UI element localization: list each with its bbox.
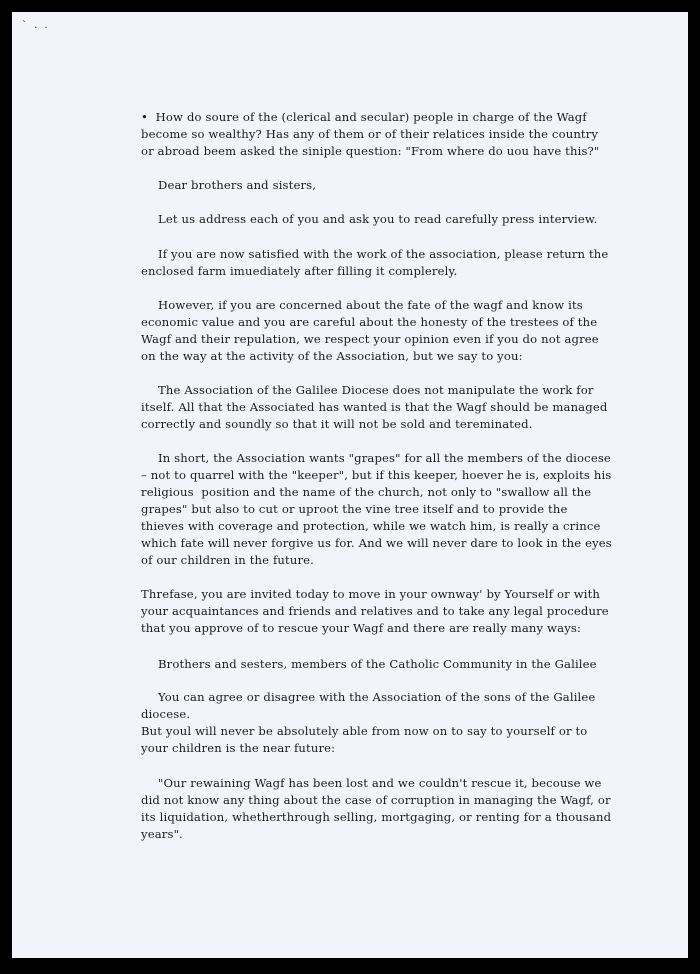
- corner-mark: ` . .: [22, 20, 50, 31]
- paragraph-greeting: Dear brothers and sisters,: [158, 178, 317, 192]
- paragraph-address: Let us address each of you and ask you to read carefully press interview.: [158, 212, 598, 226]
- paragraph-association: The Association of the Galilee Diocese does not manipulate the work for itself. All that the Associated has wanted is that the Wagf should be managed correctly and soundly so that it will not be sold and tereminated.: [141, 383, 612, 431]
- paragraph-grapes: In short, the Association wants "grapes" for all the members of the diocese – not to quarrel with the "keeper", but if this keeper, hoever he is, exploits his religious position and the name of the church, not only to "swallow all the grapes" but also to cut or uproot the vine tree itself and to provide the thieves with coverage and protection, while we watch him, is really a crince which fate will never forgive us for. And we will never dare to look in the eyes of our children in the future.: [141, 451, 616, 567]
- paragraph-agree: You can agree or disagree with the Association of the sons of the Galilee diocese.: [141, 690, 600, 721]
- paragraph-concerned: However, if you are concerned about the fate of the wagf and know its economic value and you are careful about the honesty of the trestees of the Wagf and their repulation, we respect your opinion even if you do not agree on the way at the activity of the Association, but we say to you:: [141, 298, 603, 363]
- paragraph-question: • How do soure of the (clerical and secular) people in charge of the Wagf become so wealthy? Has any of them or of their relatices inside the country or abroad beem asked the siniple question: "From where do uou have this?": [141, 110, 602, 158]
- paragraph-never: But youl will never be absolutely able from now on to say to yourself or to your children is the near future:: [141, 724, 592, 755]
- paragraph-quote: "Our rewaining Wagf has been lost and we couldn't rescue it, becouse we did not know any thing about the case of corruption in managing the Wagf, or its liquidation, whetherthrough selling, mortgaging, or renting for a thousand years".: [141, 776, 616, 841]
- paragraph-invitation: Threfase, you are invited today to move in your ownway' by Yourself or with your acquaintances and friends and relatives and to take any legal procedure that you approve of to rescue your Wagf and there are really many ways:: [141, 587, 613, 635]
- paper-sheet: [12, 12, 688, 958]
- letter-body: [141, 109, 616, 843]
- paragraph-satisfied: If you are now satisfied with the work of the association, please return the enclosed farm imuediately after filling it complerely.: [141, 247, 613, 278]
- paragraph-brothers: Brothers and sesters, members of the Catholic Community in the Galilee: [158, 657, 597, 671]
